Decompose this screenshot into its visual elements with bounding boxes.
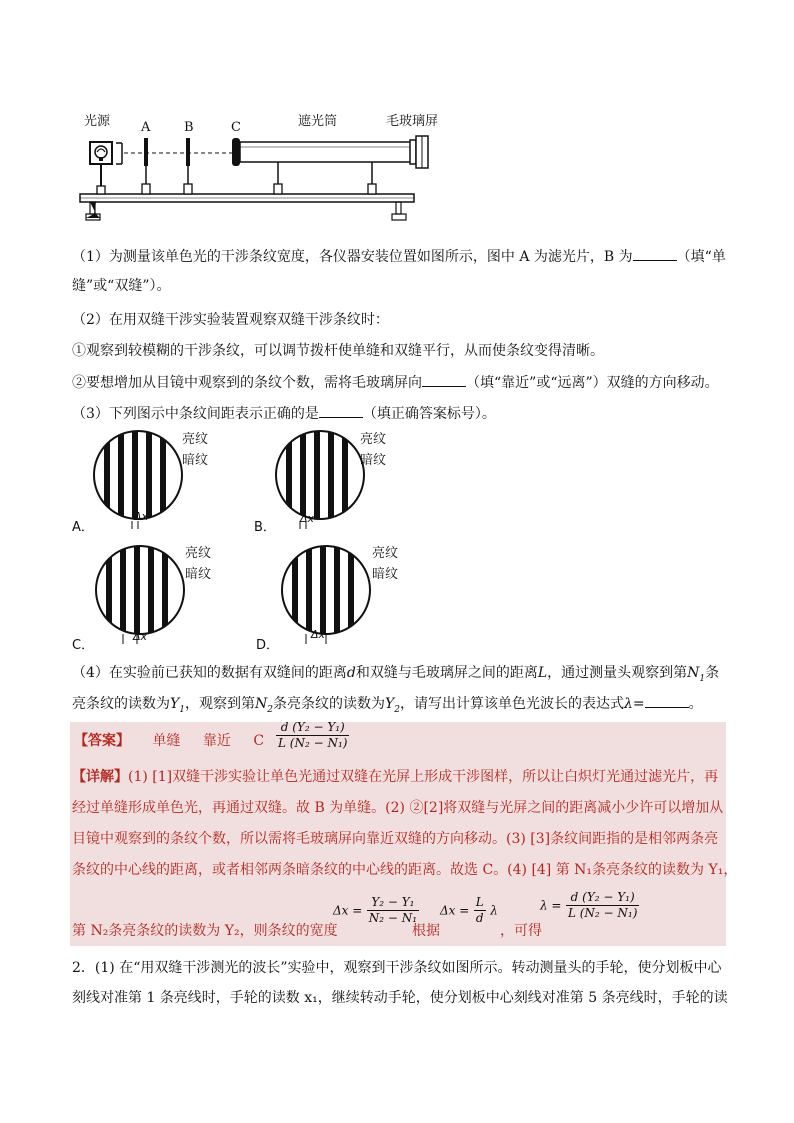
q4-text: ，观察到第 (184, 696, 255, 712)
option-d-label: D． (256, 638, 280, 653)
q2-item2-start: ②要想增加从目镜中观察到的条纹个数，需将毛玻璃屏向 (72, 375, 422, 391)
var-N2: N (254, 696, 268, 712)
explain-text: 第 N₂条亮条纹的读数为 Y₂，则条纹的宽度 (72, 923, 338, 939)
q4-text: 条亮条纹的读数为 (272, 696, 385, 712)
subscript-1: 1 (699, 673, 706, 684)
q4-text: 和双缝与毛玻璃屏之间的距离 (355, 665, 538, 681)
answer-formula (276, 720, 349, 751)
explain-gen-ju: 根据 (412, 923, 440, 939)
explain-ke-de: ，可得 (500, 923, 542, 939)
formula-lhs: Δx = (333, 903, 363, 918)
question-3 (72, 403, 496, 424)
explanation-line-2: 经过单缝形成单色光，再通过双缝。故 B 为单缝。(2) ②[2]将双缝与光屏之间的距离减小少许可以增加从 (72, 800, 724, 816)
label-light-source: 光源 (84, 114, 111, 129)
question-1-line-1 (72, 246, 726, 267)
subscript-1: 1 (179, 704, 185, 715)
explain-text: (1) [1]双缝干涉实验让单色光通过双缝在光屏上形成干涉图样，所以让白炽灯光通过滤光片，再 (128, 769, 719, 785)
formula-num: L (475, 895, 484, 909)
fig-d-dx-label: Δx (311, 628, 326, 641)
option-a-label: A． (72, 520, 94, 535)
question-4-line-2 (72, 693, 703, 720)
fig-a-bright-label: 亮纹 (182, 432, 209, 447)
answer-line (74, 730, 264, 750)
formula-den: d (475, 911, 484, 925)
label-c: C (231, 120, 241, 135)
label-tube: 遮光筒 (298, 114, 338, 129)
label-screen: 毛玻璃屏 (386, 114, 439, 129)
var-Y2: Y (384, 696, 395, 712)
q1-text: （1）为测量该单色光的干涉条纹宽度，各仪器安装位置如图所示，图中 A 为滤光片，B 为 (72, 249, 633, 265)
q4-text: ，通过测量头观察到第 (547, 665, 688, 681)
formula-tail: λ (490, 903, 498, 918)
fig-c-dark-label: 暗纹 (185, 567, 212, 582)
var-N1: N (687, 665, 700, 681)
fig-b-dx-label: Δx (300, 512, 315, 525)
option-c-label: C． (72, 638, 95, 653)
fig-d-bright-label: 亮纹 (372, 546, 399, 561)
formula-den: N₂ − N₁ (368, 911, 418, 925)
formula-num: d (Y₂ − Y₁) (566, 890, 639, 906)
var-d: d (346, 665, 356, 681)
question-2-item-1: ①观察到较模糊的干涉条纹，可以调节拨杆使单缝和双缝平行，从而使条纹变得清晰。 (72, 343, 604, 359)
fringe-figure-d (278, 540, 378, 645)
label-a: A (141, 120, 151, 135)
question-1-line-2: 缝”或“双缝”）。 (72, 278, 171, 294)
var-L: L (537, 665, 548, 681)
formula-delta-x-lambda (440, 895, 498, 926)
question-2-intro: （2）在用双缝干涉实验装置观察双缝干涉条纹时： (72, 312, 389, 328)
explanation-line-5 (72, 920, 338, 940)
fig-a-dx-label: Δx (134, 510, 149, 523)
subscript-2: 2 (267, 704, 273, 715)
explanation-line-4: 条纹的中心线的距离，或者相邻两条暗条纹的中心线的距离。故选 C。(4) [4] 第 N₁条亮条纹的读数为 Y₁， (72, 862, 738, 878)
formula-lambda (540, 890, 639, 921)
fig-b-bright-label: 亮纹 (360, 432, 387, 447)
q4-text: ，请写出计算该单色光波长的表达式 (399, 696, 624, 712)
answer-blank[interactable] (645, 693, 689, 708)
q1-text-end: （填“单 (676, 249, 726, 265)
fig-d-dark-label: 暗纹 (372, 567, 399, 582)
label-b: B (184, 120, 194, 135)
answer-blank[interactable] (422, 372, 466, 387)
answer-3: C (253, 733, 265, 749)
formula-den: L (N₂ − N₁) (567, 906, 638, 920)
question-2-item-2 (72, 372, 719, 393)
fig-a-dark-label: 暗纹 (182, 453, 209, 468)
question-2-next-line-2: 刻线对准第 1 条亮线时，手轮的读数 x₁，继续转动手轮，使分划板中心刻线对准第 5 条亮线时，手轮的读 (72, 990, 728, 1006)
answer-2: 靠近 (202, 733, 231, 749)
fig-b-dark-label: 暗纹 (360, 453, 387, 468)
answer-formula-num: d (Y₂ − Y₁) (276, 720, 349, 736)
fig-c-dx-label: Δx (133, 630, 148, 643)
fig-c-bright-label: 亮纹 (185, 546, 212, 561)
answer-formula-den: L (N₂ − N₁) (278, 736, 348, 750)
explanation-line-3: 目镜中观察到的条纹个数，所以需将毛玻璃屏向靠近双缝的方向移动。(3) [3]条纹间距指的是相邻两条亮 (72, 831, 719, 847)
explain-tag: 【详解】 (72, 769, 128, 785)
formula-delta-x (333, 895, 419, 926)
formula-lhs: Δx = (440, 903, 470, 918)
subscript-2: 2 (394, 704, 400, 715)
answer-tag: 【答案】 (74, 733, 130, 749)
q4-text: 条 (705, 665, 720, 681)
q3-end: （填正确答案标号）。 (362, 406, 496, 422)
formula-num: Y₂ − Y₁ (367, 895, 419, 911)
answer-blank[interactable] (633, 246, 677, 261)
var-lambda: λ= (623, 696, 645, 712)
q4-text: 亮条纹的读数为 (72, 696, 170, 712)
q3-start: （3）下列图示中条纹间距表示正确的是 (72, 406, 319, 422)
q2-item2-end: （填“靠近”或“远离”）双缝的方向移动。 (466, 375, 719, 391)
explanation-line-1 (72, 767, 718, 787)
question-4-line-1 (72, 663, 719, 689)
answer-1: 单缝 (152, 733, 181, 749)
answer-blank[interactable] (319, 403, 363, 418)
fringe-figure-b (272, 425, 372, 530)
formula-lhs: λ = (540, 898, 562, 913)
var-Y1: Y (170, 696, 180, 712)
question-2-next-line-1: 2．(1) 在“用双缝干涉测光的波长”实验中，观察到干涉条纹如图所示。转动测量头的手轮，使分划板中心 (72, 960, 722, 976)
q4-text: （4）在实验前已获知的数据有双缝间的距离 (72, 665, 347, 681)
option-b-label: B． (254, 520, 276, 535)
q4-text: 。 (688, 696, 703, 712)
